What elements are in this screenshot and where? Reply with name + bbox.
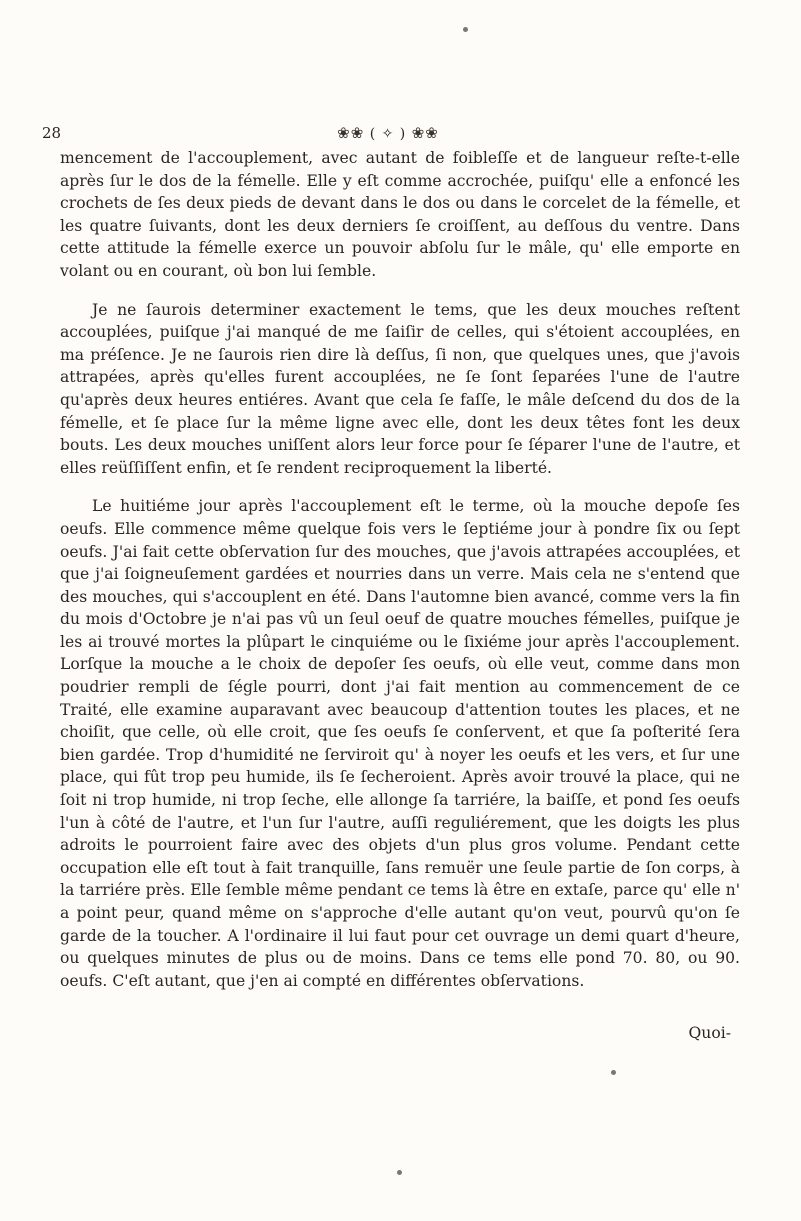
header-ornament <box>288 124 488 142</box>
fleuron-right-icon: ❀❀ <box>411 124 439 142</box>
paragraph-3: Le huitiéme jour après l'accouplement eſt le terme, où la mouche depoſe ſes oeufs. Elle commence même quelque fois vers le ſeptiéme jour à pondre ſix ou ſept oeufs. J'ai fait cette obſervation ſur des mouches, que j'avois attrapées accouplées, et que j'ai ſoigneuſement gardées et nourries dans un verre. Mais cela ne s'entend que des mouches, qui s'accouplent en été. Dans l'automne bien avancé, comme vers la fin du mois d'Octobre je n'ai pas vû un ſeul oeuf de quatre mouches fémelles, puiſque je les ai trouvé mortes la plûpart le cinquiéme ou le ſixiéme jour après l'accouplement. Lorſque la mouche a le choix de depoſer ſes oeufs, où elle veut, comme dans mon poudrier rempli de ſégle pourri, dont j'ai fait mention au commencement de ce Traité, elle examine auparavant avec beaucoup d'attention toutes les places, et ne choiſit, que celle, où elle croit, que ſes oeufs ſe conſervent, et que ſa poſterité ſera bien gardée. Trop d'humidité ne ſerviroit qu' à noyer les oeufs et les vers, et ſur une place, qui fût trop peu humide, ils ſe ſecheroient. Après avoir trouvé la place, qui ne ſoit ni trop humide, ni trop ſeche, elle allonge ſa tarriére, la baiſſe, et pond ſes oeufs l'un à côté de l'autre, et l'un ſur l'autre, auſſi reguliérement, que les doigts les plus adroits le pourroient faire avec des objets d'un plus gros volume. Pendant cette occupation elle eſt tout à fait tranquille, ſans remuër une ſeule partie de ſon corps, à la tarriére près. Elle ſemble même pendant ce tems là être en extaſe, parce qu' elle n' a point peur, quand même on s'approche d'elle autant qu'on veut, pourvû qu'on ſe garde de la toucher. A l'ordinaire il lui faut pour cet ouvrage un demi quart d'heure, ou quelques minutes de plus ou de moins. Dans ce tems elle pond 70. 80, ou 90. oeufs. C'eſt autant, que j'en ai compté en différentes obſervations. <box>60 497 740 990</box>
paragraph-2: Je ne ſaurois determiner exactement le tems, que les deux mouches reſtent accouplées, puiſque j'ai manqué de me ſaiſir de celles, qui s'étoient accouplées, en ma préſence. Je ne ſaurois rien dire là deſſus, ſi non, que quelques unes, que j'avois attrapées, après qu'elles furent accouplées, ne ſe ſont ſeparées l'une de l'autre qu'après deux heures entiéres. Avant que cela ſe faſſe, le mâle deſcend du dos de la fémelle, et ſe place ſur la même ligne avec elle, dont les deux têtes font les deux bouts. Les deux mouches uniſſent alors leur force pour ſe ſéparer l'une de l'autre, et elles reüſſiſſent enfin, et ſe rendent reciproquement la liberté. <box>60 300 740 477</box>
page-number: 28 <box>42 124 62 142</box>
running-head <box>42 124 742 148</box>
fleuron-left-icon: ❀❀ <box>337 124 365 142</box>
body-text <box>60 147 740 992</box>
paragraph-1: mencement de l'accouplement, avec autant de foibleſſe et de langueur reſte-t-elle après ſur le dos de la fémelle. Elle y eſt comme accrochée, puiſqu' elle a enfoncé les crochets de ſes deux pieds de devant dans le dos ou dans le corcelet de la fémelle, et les quatre ſuivants, dont les deux derniers ſe croiſſent, au deſſous du ventre. Dans cette attitude la fémelle exerce un pouvoir abſolu ſur le mâle, qu' elle emporte en volant ou en courant, où bon lui ſemble. <box>60 149 740 280</box>
ink-speck <box>397 1170 402 1175</box>
ink-speck <box>611 1070 616 1075</box>
ornament-center: ( ✧ ) <box>369 126 407 142</box>
catchword: Quoi- <box>688 1024 731 1042</box>
ink-speck <box>463 27 468 32</box>
